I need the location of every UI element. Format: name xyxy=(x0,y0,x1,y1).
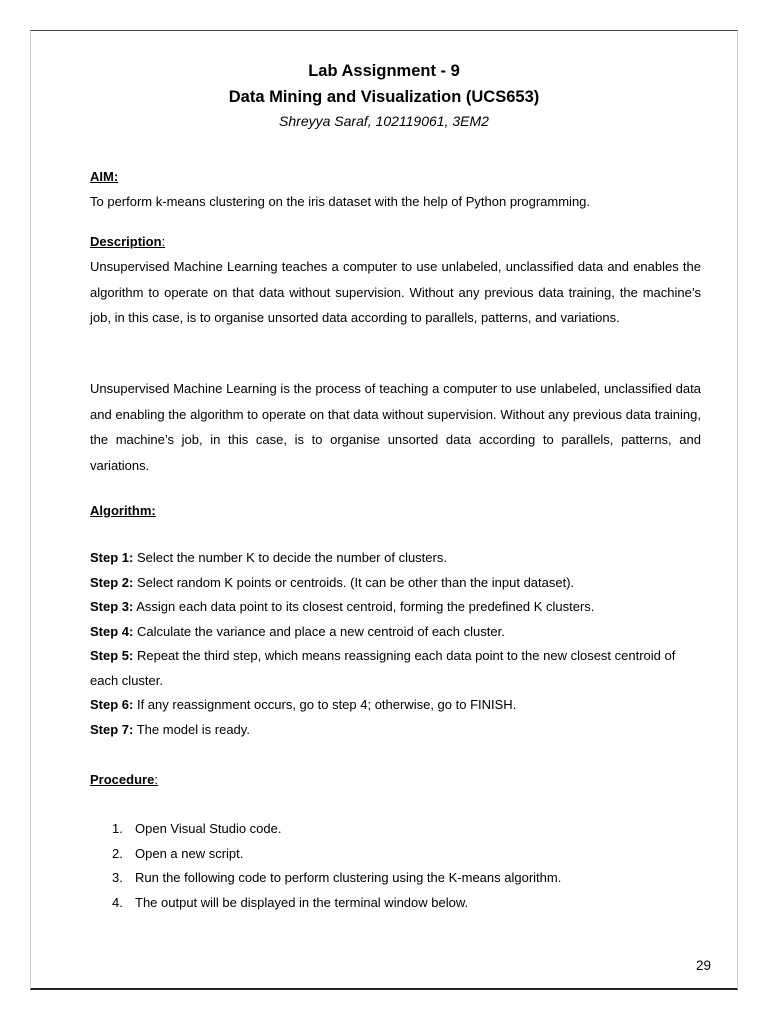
procedure-item xyxy=(90,891,561,916)
aim-text: To perform k-means clustering on the iris dataset with the help of Python programming. xyxy=(90,194,591,209)
procedure-item-number: 4. xyxy=(112,894,123,910)
procedure-heading xyxy=(90,772,158,787)
algorithm-heading-label: Algorithm: xyxy=(90,503,156,518)
step-text: The model is ready. xyxy=(136,721,250,737)
procedure-heading-label: Procedure xyxy=(90,772,155,787)
step-label: Step 6: xyxy=(90,697,134,712)
author-line: Shreyya Saraf, 102119061, 3EM2 xyxy=(279,113,489,129)
description-heading-label: Description xyxy=(90,234,162,249)
step-label: Step 5: xyxy=(90,648,134,663)
procedure-item-number: 2. xyxy=(112,845,123,861)
step-label: Step 3: xyxy=(90,599,134,614)
procedure-item-number: 3. xyxy=(112,870,123,886)
procedure-item-text: Open Visual Studio code. xyxy=(135,821,282,836)
step-text: Select the number K to decide the number of clusters. xyxy=(136,550,447,565)
aim-heading xyxy=(90,169,118,184)
algorithm-step xyxy=(90,620,715,645)
procedure-item xyxy=(90,866,561,891)
step-text: If any reassignment occurs, go to step 4; otherwise, go to FINISH. xyxy=(136,697,517,712)
step-label: Step 7: xyxy=(90,721,134,737)
procedure-item-text: Run the following code to perform clustering using the K-means algorithm. xyxy=(135,870,562,886)
algorithm-heading xyxy=(90,503,156,518)
procedure-item xyxy=(90,817,561,842)
procedure-item-text: The output will be displayed in the terminal window below. xyxy=(135,894,469,910)
algorithm-step xyxy=(90,644,705,693)
procedure-item xyxy=(90,842,561,867)
document-subtitle: Data Mining and Visualization (UCS653) xyxy=(228,88,540,106)
procedure-list xyxy=(90,817,561,915)
description-heading xyxy=(90,234,165,249)
step-text: Repeat the third step, which means reassigning each data point to the new closest centroid of each cluster. xyxy=(90,648,676,688)
algorithm-steps xyxy=(90,546,715,742)
procedure-item-number: 1. xyxy=(112,821,123,836)
algorithm-step xyxy=(90,718,715,743)
description-paragraph-1: Unsupervised Machine Learning teaches a computer to use unlabeled, unclassified data and enables the algorithm to operate on that data without supervision. Without any previous data training, the machine’s job, in this case, is to organise unsorted data according to parallels, patterns, and variations. xyxy=(90,259,701,325)
step-label: Step 4: xyxy=(90,623,134,639)
algorithm-step xyxy=(90,546,715,571)
algorithm-step xyxy=(90,571,715,596)
document-title: Lab Assignment - 9 xyxy=(308,62,460,80)
description-paragraph-2: Unsupervised Machine Learning is the process of teaching a computer to use unlabeled, unclassified data and enabling the algorithm to operate on that data without supervision. Without any previous data training, the machine’s job, in this case, is to organise unsorted data according to parallels, patterns, and variations. xyxy=(90,381,701,473)
algorithm-step xyxy=(90,595,715,620)
step-text: Assign each data point to its closest centroid, forming the predefined K clusters. xyxy=(136,599,595,614)
algorithm-step xyxy=(90,693,715,718)
step-text: Calculate the variance and place a new centroid of each cluster. xyxy=(136,623,505,639)
description-heading-colon: : xyxy=(161,234,166,249)
step-text: Select random K points or centroids. (It can be other than the input dataset). xyxy=(136,574,575,590)
aim-heading-label: AIM: xyxy=(90,169,119,184)
step-label: Step 2: xyxy=(90,574,134,590)
step-label: Step 1: xyxy=(90,550,134,565)
procedure-item-text: Open a new script. xyxy=(135,845,244,861)
page-number: 29 xyxy=(696,958,712,973)
procedure-heading-colon: : xyxy=(154,772,158,787)
